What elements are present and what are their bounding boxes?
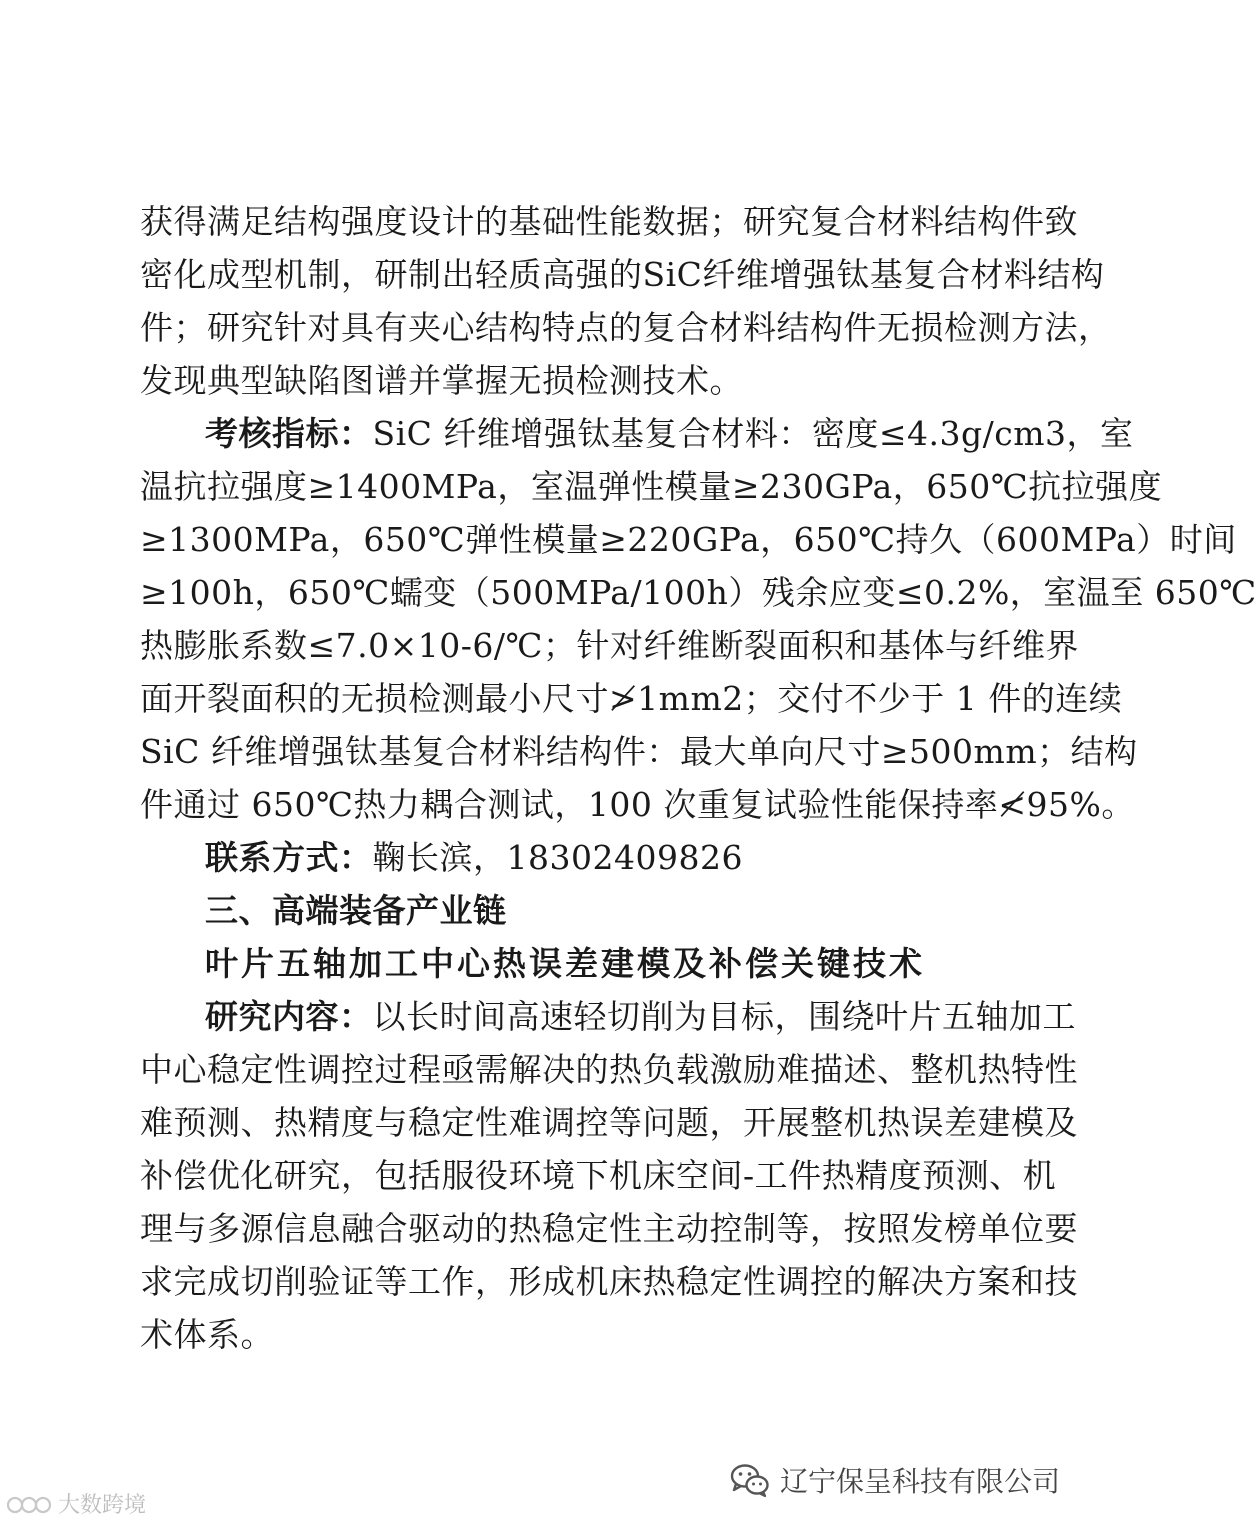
research-line: 理与多源信息融合驱动的热稳定性主动控制等，按照发榜单位要 bbox=[140, 1209, 1078, 1248]
research-line: 难预测、热精度与稳定性难调控等问题，开展整机热误差建模及 bbox=[140, 1103, 1078, 1142]
assessment-line: 面开裂面积的无损检测最小尺寸≯1mm2；交付不少于 1 件的连续 bbox=[140, 679, 1123, 718]
assessment-line: ≥100h，650℃蠕变（500MPa/100h）残余应变≤0.2%，室温至 650℃ bbox=[140, 573, 1257, 612]
assessment-line: SiC 纤维增强钛基复合材料结构件：最大单向尺寸≥500mm；结构 bbox=[140, 732, 1138, 771]
research-text: 以长时间高速轻切削为目标，围绕叶片五轴加工 bbox=[372, 997, 1076, 1036]
contact-value: 鞠长滨，18302409826 bbox=[372, 838, 743, 877]
research-line: 术体系。 bbox=[140, 1315, 274, 1354]
account-name: 辽宁保呈科技有限公司 bbox=[780, 1465, 1061, 1498]
assessment-line: 件通过 650℃热力耦合测试，100 次重复试验性能保持率≮95%。 bbox=[140, 785, 1135, 824]
wechat-icon bbox=[730, 1463, 770, 1497]
paragraph-line: 获得满足结构强度设计的基础性能数据；研究复合材料结构件致 bbox=[140, 202, 1078, 241]
project-title: 叶片五轴加工中心热误差建模及补偿关键技术 bbox=[205, 944, 925, 983]
assessment-line: ≥1300MPa，650℃弹性模量≥220GPa，650℃持久（600MPa）时间 bbox=[140, 520, 1237, 559]
paragraph-line: 发现典型缺陷图谱并掌握无损检测技术。 bbox=[140, 361, 743, 400]
research-label: 研究内容： bbox=[205, 997, 373, 1036]
contact-label: 联系方式： bbox=[205, 838, 373, 877]
assessment-label: 考核指标： bbox=[205, 414, 373, 453]
assessment-line: 温抗拉强度≥1400MPa，室温弹性模量≥230GPa，650℃抗拉强度 bbox=[140, 467, 1163, 506]
source-name: 大数跨境 bbox=[58, 1493, 147, 1518]
section-heading: 三、高端装备产业链 bbox=[205, 891, 507, 930]
paragraph-line: 件；研究针对具有夹心结构特点的复合材料结构件无损检测方法， bbox=[140, 308, 1112, 347]
dashuju-logo-icon bbox=[6, 1493, 52, 1515]
research-line: 补偿优化研究，包括服役环境下机床空间-工件热精度预测、机 bbox=[140, 1156, 1057, 1195]
assessment-line: 热膨胀系数≤7.0×10-6/℃；针对纤维断裂面积和基体与纤维界 bbox=[140, 626, 1079, 665]
paragraph-line: 密化成型机制，研制出轻质高强的SiC纤维增强钛基复合材料结构 bbox=[140, 255, 1105, 294]
research-first-line bbox=[205, 997, 1076, 1037]
assessment-first-line bbox=[205, 414, 1134, 454]
research-line: 求完成切削验证等工作，形成机床热稳定性调控的解决方案和技 bbox=[140, 1262, 1078, 1301]
contact-line bbox=[205, 838, 743, 878]
research-line: 中心稳定性调控过程亟需解决的热负载激励难描述、整机热特性 bbox=[140, 1050, 1078, 1089]
account-watermark bbox=[730, 1460, 1060, 1500]
assessment-text: SiC 纤维增强钛基复合材料：密度≤4.3g/cm3，室 bbox=[372, 414, 1134, 453]
source-watermark bbox=[6, 1488, 146, 1519]
